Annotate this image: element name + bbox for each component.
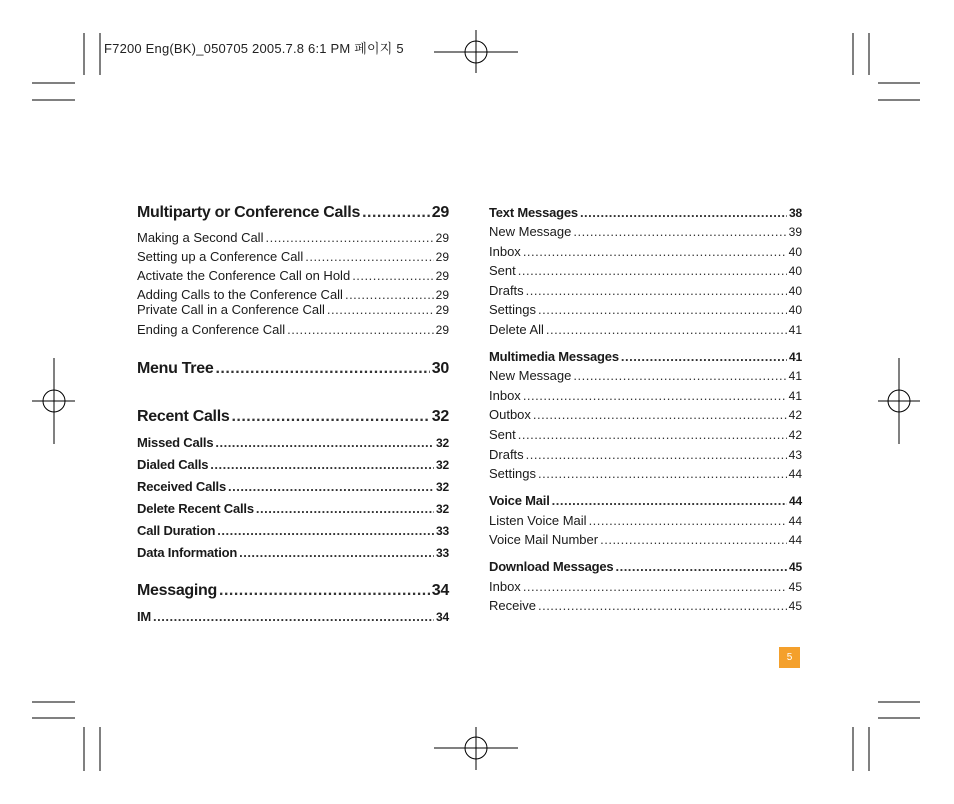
- toc-entry-page: 45: [788, 599, 802, 613]
- toc-entry-page: 32: [431, 408, 449, 425]
- dot-leader: [621, 349, 787, 364]
- toc-entry-label: Settings: [489, 302, 536, 317]
- dot-leader: [518, 263, 787, 278]
- toc-entry-page: 40: [788, 284, 802, 298]
- toc-entry-page: 34: [436, 610, 449, 624]
- toc-entry-page: 29: [435, 323, 449, 337]
- dot-leader: [153, 609, 434, 624]
- toc-entry-page: 39: [788, 225, 802, 239]
- toc-entry-label: Drafts: [489, 283, 524, 298]
- toc-entry-making-a-second-call[interactable]: [137, 230, 449, 245]
- dot-leader: [552, 493, 787, 508]
- toc-entry-inbox[interactable]: [489, 579, 802, 594]
- toc-entry-page: 34: [431, 582, 449, 599]
- toc-entry-messaging[interactable]: [137, 582, 449, 600]
- toc-entry-receive[interactable]: [489, 598, 802, 613]
- toc-entry-page: 42: [788, 408, 802, 422]
- toc-entry-page: 32: [436, 436, 449, 450]
- toc-entry-new-message[interactable]: [489, 368, 802, 383]
- toc-entry-page: 32: [436, 480, 449, 494]
- toc-entry-label: Text Messages: [489, 205, 578, 220]
- toc-entry-page: 40: [788, 245, 802, 259]
- toc-entry-page: 29: [435, 269, 449, 283]
- toc-entry-page: 29: [431, 204, 449, 221]
- toc-entry-delete-all[interactable]: [489, 322, 802, 337]
- toc-entry-call-duration[interactable]: [137, 523, 449, 538]
- toc-entry-page: 41: [788, 323, 802, 337]
- toc-entry-label: IM: [137, 609, 152, 624]
- registration-target-top: [434, 30, 518, 73]
- toc-entry-label: Sent: [489, 427, 516, 442]
- toc-entry-page: 44: [788, 467, 802, 481]
- dot-leader: [526, 283, 787, 298]
- toc-entry-page: 29: [435, 288, 449, 302]
- toc-entry-text-messages[interactable]: [489, 205, 802, 220]
- dot-leader: [573, 368, 786, 383]
- toc-entry-new-message[interactable]: [489, 224, 802, 239]
- dot-leader: [215, 435, 434, 450]
- toc-entry-label: Voice Mail: [489, 493, 550, 508]
- dot-leader: [352, 268, 433, 283]
- toc-entry-label: Making a Second Call: [137, 230, 264, 245]
- toc-entry-label: Messaging: [137, 582, 217, 599]
- dot-leader: [287, 322, 433, 337]
- toc-entry-outbox[interactable]: [489, 407, 802, 422]
- toc-entry-page: 32: [436, 458, 449, 472]
- toc-entry-label: Download Messages: [489, 559, 614, 574]
- toc-entry-multimedia-messages[interactable]: [489, 349, 802, 364]
- toc-entry-label: Drafts: [489, 447, 524, 462]
- toc-entry-label: Delete All: [489, 322, 544, 337]
- toc-entry-label: Activate the Conference Call on Hold: [137, 268, 351, 283]
- toc-entry-label: New Message: [489, 368, 572, 383]
- toc-entry-label: Receive: [489, 598, 536, 613]
- toc-entry-page: 40: [788, 303, 802, 317]
- toc-entry-label: Ending a Conference Call: [137, 322, 286, 337]
- toc-entry-menu-tree[interactable]: [137, 360, 449, 378]
- toc-entry-page: 44: [788, 533, 802, 547]
- toc-entry-drafts[interactable]: [489, 447, 802, 462]
- toc-entry-label: Data Information: [137, 545, 238, 560]
- toc-entry-ending-a-conference-call[interactable]: [137, 322, 449, 337]
- toc-entry-page: 32: [436, 502, 449, 516]
- dot-leader: [580, 205, 787, 220]
- toc-entry-voice-mail[interactable]: [489, 493, 802, 508]
- toc-entry-page: 42: [788, 428, 802, 442]
- dot-leader: [600, 532, 787, 547]
- toc-entry-page: 41: [788, 369, 802, 383]
- toc-entry-page: 29: [435, 250, 449, 264]
- toc-entry-data-information[interactable]: [137, 545, 449, 560]
- toc-entry-page: 40: [788, 264, 802, 278]
- toc-entry-page: 43: [788, 448, 802, 462]
- toc-entry-sent[interactable]: [489, 263, 802, 278]
- toc-entry-label: Sent: [489, 263, 516, 278]
- toc-entry-label: Voice Mail Number: [489, 532, 599, 547]
- toc-entry-im[interactable]: [137, 609, 449, 624]
- dot-leader: [573, 224, 786, 239]
- toc-entry-label: Menu Tree: [137, 360, 214, 377]
- toc-entry-label: Settings: [489, 466, 536, 481]
- dot-leader: [327, 302, 434, 317]
- dot-leader: [210, 457, 434, 472]
- dot-leader: [228, 479, 434, 494]
- toc-entry-label: Outbox: [489, 407, 531, 422]
- toc-entry-page: 30: [431, 360, 449, 377]
- dot-leader: [538, 302, 787, 317]
- toc-entry-label: Inbox: [489, 579, 521, 594]
- toc-entry-page: 44: [789, 494, 802, 508]
- dot-leader: [305, 249, 433, 264]
- toc-entry-label: New Message: [489, 224, 572, 239]
- toc-entry-label: Adding Calls to the Conference Call: [137, 287, 343, 302]
- dot-leader: [523, 579, 787, 594]
- dot-leader: [533, 407, 787, 422]
- dot-leader: [589, 513, 787, 528]
- toc-entry-label: Received Calls: [137, 479, 226, 494]
- dot-leader: [546, 322, 787, 337]
- toc-entry-settings[interactable]: [489, 302, 802, 317]
- toc-entry-label: Inbox: [489, 244, 521, 259]
- dot-leader: [538, 466, 787, 481]
- dot-leader: [518, 427, 787, 442]
- dot-leader: [523, 388, 787, 403]
- toc-entry-dialed-calls[interactable]: [137, 457, 449, 472]
- dot-leader: [256, 501, 434, 516]
- toc-entry-inbox[interactable]: [489, 244, 802, 259]
- toc-entry-listen-voice-mail[interactable]: [489, 513, 802, 528]
- toc-entry-label: Multimedia Messages: [489, 349, 619, 364]
- toc-entry-voice-mail-number[interactable]: [489, 532, 802, 547]
- toc-entry-sent[interactable]: [489, 427, 802, 442]
- dot-leader: [217, 523, 434, 538]
- toc-entry-label: Dialed Calls: [137, 457, 209, 472]
- toc-entry-page: 41: [788, 389, 802, 403]
- toc-entry-drafts[interactable]: [489, 283, 802, 298]
- dot-leader: [526, 447, 787, 462]
- dot-leader: [615, 559, 787, 574]
- toc-entry-page: 44: [788, 514, 802, 528]
- print-slug: F7200 Eng(BK)_050705 2005.7.8 6:1 PM 페이지 5: [104, 41, 404, 56]
- toc-entry-private-call-in-a-conference-call[interactable]: [137, 302, 449, 317]
- toc-entry-page: 33: [436, 546, 449, 560]
- toc-entry-page: 33: [436, 524, 449, 538]
- dot-leader: [265, 230, 433, 245]
- dot-leader: [219, 582, 430, 600]
- toc-entry-delete-recent-calls[interactable]: [137, 501, 449, 516]
- dot-leader: [215, 360, 429, 378]
- toc-entry-setting-up-a-conference-call[interactable]: [137, 249, 449, 264]
- toc-entry-received-calls[interactable]: [137, 479, 449, 494]
- toc-entry-recent-calls[interactable]: [137, 408, 449, 426]
- registration-target-bottom: [434, 727, 518, 770]
- registration-target-left: [32, 358, 75, 444]
- toc-entry-settings[interactable]: [489, 466, 802, 481]
- page-number-badge: 5: [779, 647, 800, 668]
- dot-leader: [345, 287, 434, 302]
- dot-leader: [231, 408, 429, 426]
- toc-entry-download-messages[interactable]: [489, 559, 802, 574]
- toc-entry-label: Setting up a Conference Call: [137, 249, 304, 264]
- toc-entry-page: 38: [789, 206, 802, 220]
- toc-entry-inbox[interactable]: [489, 388, 802, 403]
- toc-entry-label: Listen Voice Mail: [489, 513, 587, 528]
- toc-entry-activate-the-conference-call-on-hold[interactable]: [137, 268, 449, 283]
- toc-entry-label: Private Call in a Conference Call: [137, 302, 325, 317]
- toc-entry-label: Inbox: [489, 388, 521, 403]
- toc-entry-page: 29: [435, 231, 449, 245]
- dot-leader: [523, 244, 787, 259]
- toc-entry-label: Missed Calls: [137, 435, 214, 450]
- dot-leader: [362, 204, 430, 222]
- toc-entry-page: 41: [789, 350, 802, 364]
- toc-entry-label: Delete Recent Calls: [137, 501, 254, 516]
- toc-entry-label: Multiparty or Conference Calls: [137, 204, 361, 221]
- toc-entry-page: 29: [435, 303, 449, 317]
- dot-leader: [239, 545, 434, 560]
- toc-entry-multiparty-or-conference-calls[interactable]: [137, 204, 449, 222]
- registration-target-right: [878, 358, 920, 444]
- toc-entry-page: 45: [789, 560, 802, 574]
- toc-entry-page: 45: [788, 580, 802, 594]
- toc-entry-label: Call Duration: [137, 523, 216, 538]
- toc-entry-missed-calls[interactable]: [137, 435, 449, 450]
- dot-leader: [538, 598, 787, 613]
- toc-entry-label: Recent Calls: [137, 408, 230, 425]
- toc-entry-adding-calls-to-the-conference-call[interactable]: [137, 287, 449, 302]
